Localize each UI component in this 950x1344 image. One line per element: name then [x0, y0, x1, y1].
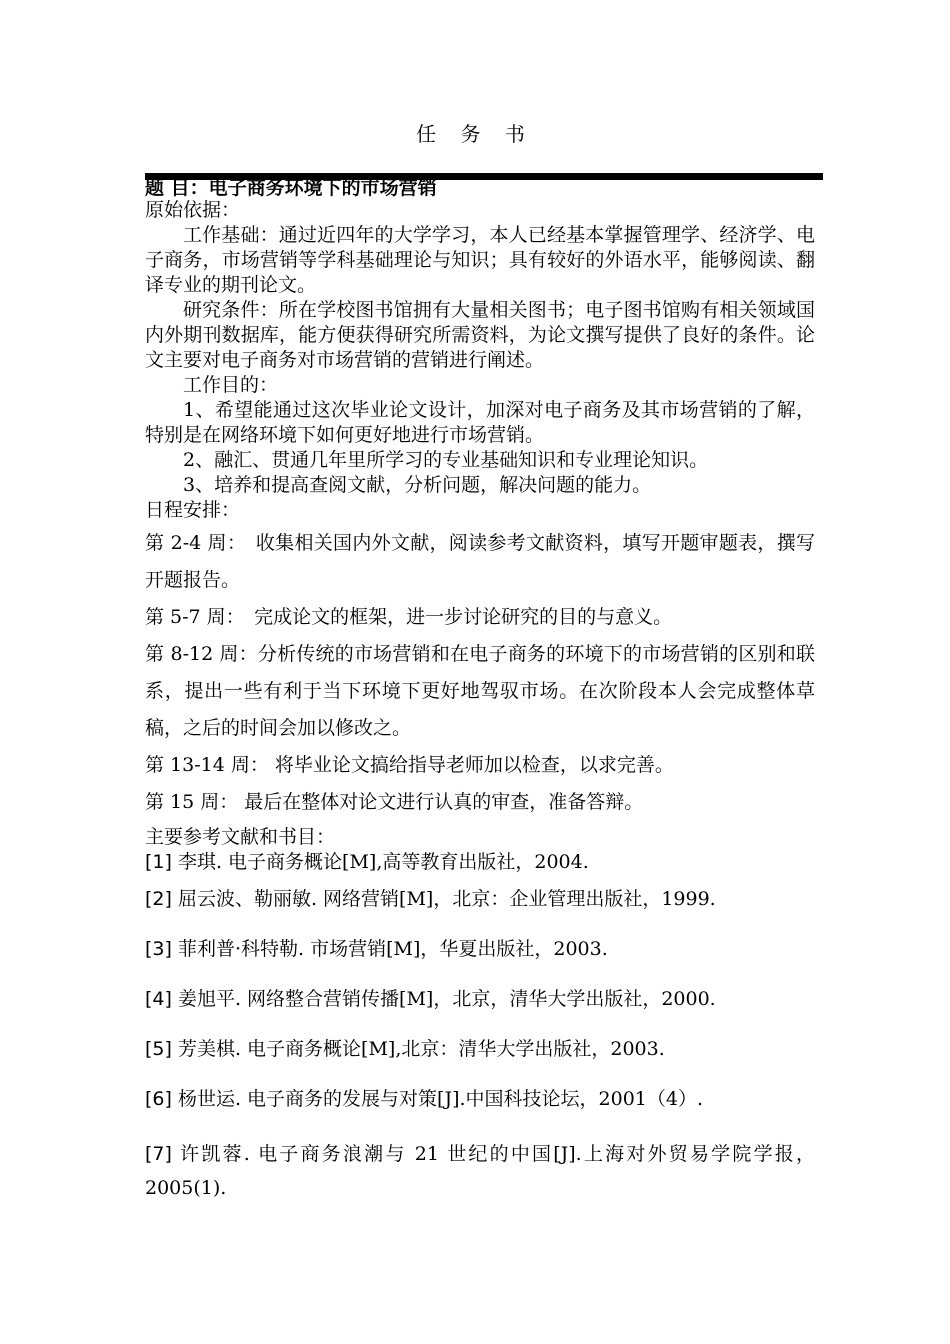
schedule-item: 第 2-4 周： 收集相关国内外文献，阅读参考文献资料，填写开题审题表，撰写开题报告。	[145, 532, 815, 591]
schedule-item: 第 13-14 周： 将毕业论文搞给指导老师加以检查，以求完善。	[145, 754, 674, 776]
basis-paragraph: 2、融汇、贯通几年里所学习的专业基础知识和专业理论知识。	[183, 449, 709, 471]
references-heading: 主要参考文献和书目：	[145, 826, 336, 848]
reference-number: [4]	[145, 988, 172, 1010]
reference-item	[145, 850, 815, 875]
reference-item	[145, 1087, 815, 1112]
reference-item	[145, 1137, 815, 1205]
reference-item	[145, 937, 815, 962]
reference-item	[145, 887, 815, 912]
reference-text: 李琪. 电子商务概论[M],高等教育出版社，2004.	[177, 851, 589, 873]
schedule-heading: 日程安排：	[145, 499, 241, 521]
reference-number: [6]	[145, 1088, 172, 1110]
reference-item	[145, 1037, 815, 1062]
basis-paragraph: 研究条件：所在学校图书馆拥有大量相关图书；电子图书馆购有相关领域国内外期刊数据库，能方便获得研究所需资料，为论文撰写提供了良好的条件。论文主要对电子商务对市场营销的营销进行阐述。	[145, 299, 815, 371]
references-list	[145, 850, 815, 1205]
reference-item	[145, 987, 815, 1012]
reference-text: 许凯蓉. 电子商务浪潮与 21 世纪的中国[J].上海对外贸易学院学报，2005(1).	[145, 1143, 815, 1199]
reference-text: 姜旭平. 网络整合营销传播[M]，北京，清华大学出版社，2000.	[177, 988, 716, 1010]
document-title: 任 务 书	[416, 122, 534, 146]
schedule-item: 第 5-7 周： 完成论文的框架，进一步讨论研究的目的与意义。	[145, 606, 673, 628]
basis-paragraph: 1、希望能通过这次毕业论文设计，加深对电子商务及其市场营销的了解，特别是在网络环境下如何更好地进行市场营销。	[145, 399, 815, 446]
reference-number: [7]	[145, 1143, 172, 1165]
reference-number: [1]	[145, 851, 172, 873]
basis-paragraph: 工作基础：通过近四年的大学学习，本人已经基本掌握管理学、经济学、电子商务，市场营销等学科基础理论与知识；具有较好的外语水平，能够阅读、翻译专业的期刊论文。	[145, 224, 815, 296]
schedule-list	[145, 525, 815, 821]
reference-text: 屈云波、勒丽敏. 网络营销[M]，北京：企业管理出版社，1999.	[177, 888, 716, 910]
schedule-item: 第 15 周： 最后在整体对论文进行认真的审查，准备答辩。	[145, 791, 644, 813]
topic-line: 题 目：电子商务环境下的市场营销	[145, 177, 437, 198]
basis-paragraph: 工作目的：	[183, 374, 279, 396]
basis-paragraph: 3、培养和提高查阅文献，分析问题，解决问题的能力。	[183, 474, 652, 496]
schedule-item: 第 8-12 周：分析传统的市场营销和在电子商务的环境下的市场营销的区别和联系，提出一些有利于当下环境下更好地驾驭市场。在次阶段本人会完成整体草稿，之后的时间会加以修改之。	[145, 643, 815, 739]
reference-text: 菲利普·科特勒. 市场营销[M]，华夏出版社，2003.	[177, 938, 608, 960]
reference-number: [2]	[145, 888, 172, 910]
document-body	[145, 176, 815, 1205]
reference-number: [5]	[145, 1038, 172, 1060]
reference-text: 杨世运. 电子商务的发展与对策[J].中国科技论坛，2001（4）.	[177, 1088, 704, 1110]
reference-text: 芳美棋. 电子商务概论[M],北京：清华大学出版社，2003.	[177, 1038, 665, 1060]
reference-number: [3]	[145, 938, 172, 960]
basis-heading: 原始依据：	[145, 199, 241, 221]
